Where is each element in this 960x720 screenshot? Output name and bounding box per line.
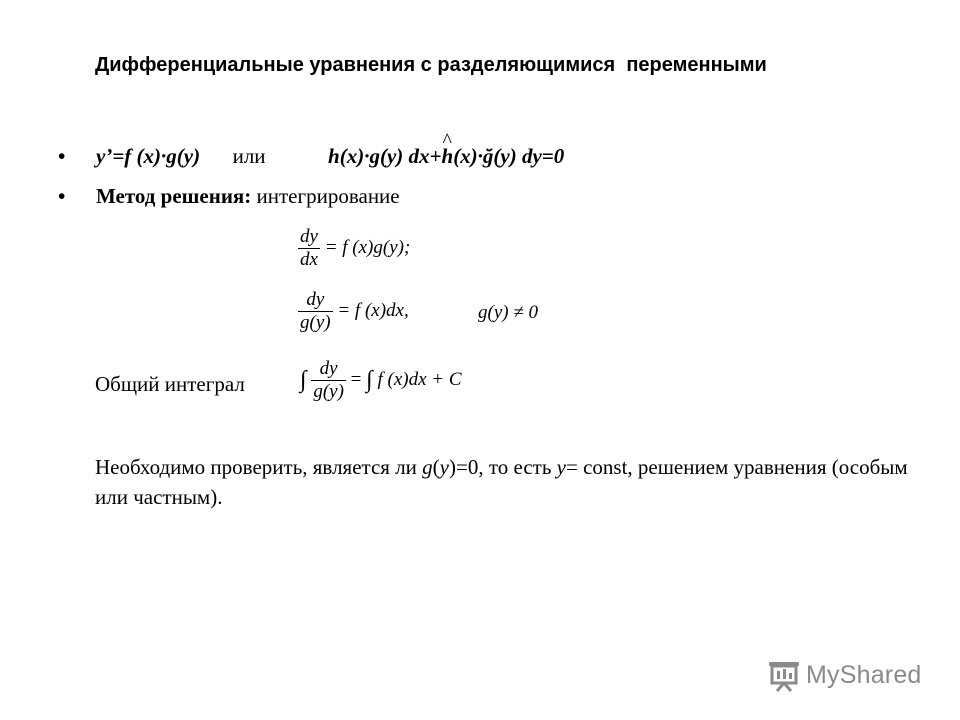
h-hat-symbol: ^ h: [442, 144, 454, 169]
formula-explicit-form: y’=f (x)·g(y): [96, 144, 201, 168]
integral-sign: ∫: [366, 367, 373, 393]
condition-gy-nonzero: g(y) ≠ 0: [478, 302, 539, 323]
equation-dy-dx: $\frac{dy}{dx}$ = f (x)g(y);: [300, 226, 411, 270]
myshared-watermark: [766, 655, 922, 695]
integral-sign: ∫: [300, 367, 307, 393]
presentation-board-icon: [766, 657, 802, 693]
conjunction-or: или: [232, 144, 266, 168]
bullet-marker: •: [58, 184, 66, 208]
fraction-dy-gy: $\frac{dy}{g(y)}$: [300, 289, 331, 333]
equation-general-integral: ∫ $\frac{dy}{g(y)}$ = ∫ f (x)dx + C: [300, 358, 462, 402]
equation-separated: $\frac{dy}{g(y)}$ = f (x)dx,: [300, 289, 409, 333]
formula-differential-form: h(x)·g(y) dx+^ h(x)·ğ(y) dy=0: [328, 144, 564, 168]
special-solution-note: Необходимо проверить, является ли g(y)=0, то есть y= const, решением уравнения (особым или частным).: [95, 455, 908, 509]
method-text: интегрирование: [251, 184, 400, 208]
method-label: Метод решения:: [96, 184, 252, 208]
fraction-dy-gy: $\frac{dy}{g(y)}$: [313, 358, 344, 402]
slide-title: Дифференциальные уравнения с разделяющимися переменными: [95, 54, 767, 76]
watermark-text: MyShared: [806, 660, 922, 689]
fraction-dy-dx: $\frac{dy}{dx}$: [300, 226, 318, 270]
general-integral-label: Общий интеграл: [95, 372, 245, 396]
bullet-marker: •: [58, 144, 66, 168]
